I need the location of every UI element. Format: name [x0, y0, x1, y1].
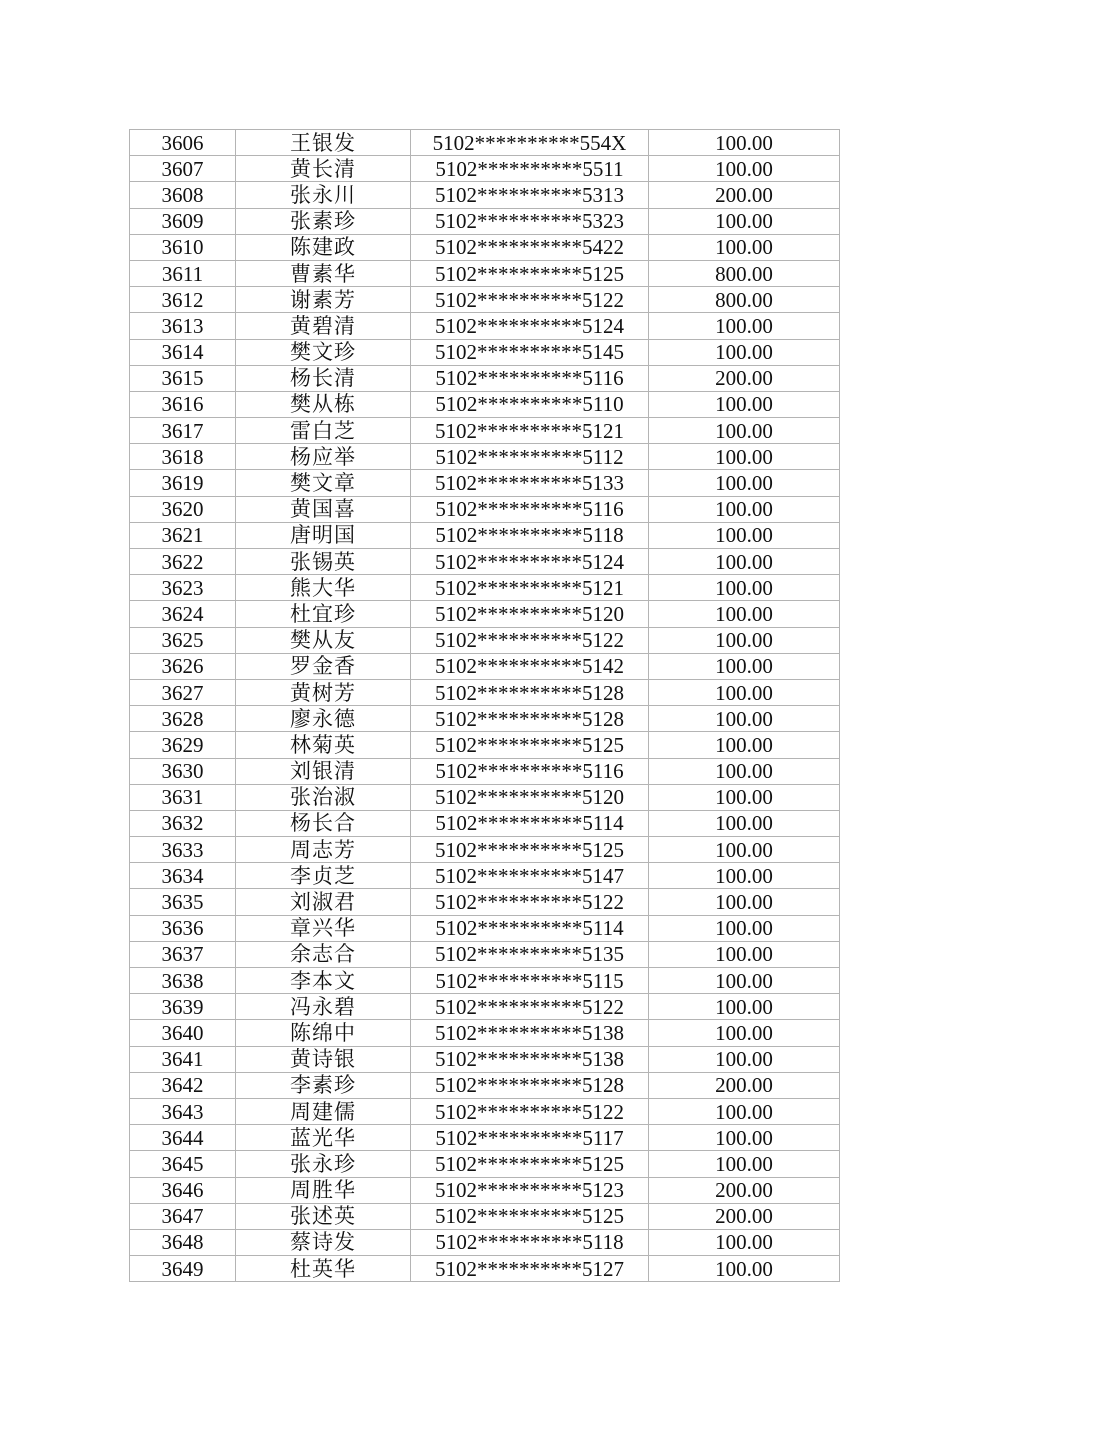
person-name-cell: 陈绵中 — [236, 1020, 411, 1046]
table-row — [130, 156, 840, 182]
id-number-cell: 5102**********5122 — [411, 994, 649, 1020]
id-number-cell: 5102**********5138 — [411, 1046, 649, 1072]
amount-cell: 100.00 — [649, 470, 840, 496]
person-name-cell: 樊从栋 — [236, 391, 411, 417]
table-row — [130, 994, 840, 1020]
table-row — [130, 679, 840, 705]
row-number-cell: 3618 — [130, 444, 236, 470]
person-name-cell: 廖永德 — [236, 706, 411, 732]
row-number-cell: 3648 — [130, 1229, 236, 1255]
table-row — [130, 784, 840, 810]
id-number-cell: 5102**********5124 — [411, 313, 649, 339]
row-number-cell: 3607 — [130, 156, 236, 182]
id-number-cell: 5102**********5313 — [411, 182, 649, 208]
amount-cell: 100.00 — [649, 156, 840, 182]
row-number-cell: 3632 — [130, 810, 236, 836]
table-row — [130, 313, 840, 339]
table-row — [130, 1072, 840, 1098]
amount-cell: 100.00 — [649, 418, 840, 444]
table-row — [130, 1046, 840, 1072]
id-number-cell: 5102**********5124 — [411, 549, 649, 575]
amount-cell: 100.00 — [649, 496, 840, 522]
amount-cell: 100.00 — [649, 601, 840, 627]
id-number-cell: 5102**********5118 — [411, 522, 649, 548]
table-row — [130, 758, 840, 784]
row-number-cell: 3620 — [130, 496, 236, 522]
row-number-cell: 3641 — [130, 1046, 236, 1072]
row-number-cell: 3613 — [130, 313, 236, 339]
table-row — [130, 391, 840, 417]
id-number-cell: 5102**********5125 — [411, 1151, 649, 1177]
amount-cell: 100.00 — [649, 522, 840, 548]
table-row — [130, 182, 840, 208]
id-number-cell: 5102**********5135 — [411, 941, 649, 967]
table-row — [130, 130, 840, 156]
row-number-cell: 3616 — [130, 391, 236, 417]
amount-cell: 100.00 — [649, 1256, 840, 1282]
id-number-cell: 5102**********5120 — [411, 601, 649, 627]
row-number-cell: 3625 — [130, 627, 236, 653]
row-number-cell: 3647 — [130, 1203, 236, 1229]
table-row — [130, 1256, 840, 1282]
table-row — [130, 1203, 840, 1229]
person-name-cell: 张述英 — [236, 1203, 411, 1229]
table-row — [130, 522, 840, 548]
row-number-cell: 3644 — [130, 1125, 236, 1151]
row-number-cell: 3638 — [130, 968, 236, 994]
id-number-cell: 5102**********5116 — [411, 758, 649, 784]
row-number-cell: 3612 — [130, 287, 236, 313]
amount-cell: 100.00 — [649, 1151, 840, 1177]
person-name-cell: 周志芳 — [236, 837, 411, 863]
id-number-cell: 5102**********5125 — [411, 837, 649, 863]
table-row — [130, 1020, 840, 1046]
table-row — [130, 496, 840, 522]
table-row — [130, 941, 840, 967]
row-number-cell: 3639 — [130, 994, 236, 1020]
row-number-cell: 3645 — [130, 1151, 236, 1177]
row-number-cell: 3629 — [130, 732, 236, 758]
id-number-cell: 5102**********5120 — [411, 784, 649, 810]
row-number-cell: 3637 — [130, 941, 236, 967]
id-number-cell: 5102**********5125 — [411, 260, 649, 286]
id-number-cell: 5102**********5122 — [411, 889, 649, 915]
row-number-cell: 3633 — [130, 837, 236, 863]
row-number-cell: 3609 — [130, 208, 236, 234]
id-number-cell: 5102**********5116 — [411, 496, 649, 522]
amount-cell: 200.00 — [649, 1177, 840, 1203]
table-row — [130, 732, 840, 758]
row-number-cell: 3627 — [130, 679, 236, 705]
person-name-cell: 杜宜珍 — [236, 601, 411, 627]
person-name-cell: 雷白芝 — [236, 418, 411, 444]
person-name-cell: 李贞芝 — [236, 863, 411, 889]
row-number-cell: 3615 — [130, 365, 236, 391]
table-row — [130, 575, 840, 601]
row-number-cell: 3614 — [130, 339, 236, 365]
amount-cell: 100.00 — [649, 784, 840, 810]
person-name-cell: 杨长清 — [236, 365, 411, 391]
person-name-cell: 王银发 — [236, 130, 411, 156]
id-number-cell: 5102**********554X — [411, 130, 649, 156]
person-name-cell: 蓝光华 — [236, 1125, 411, 1151]
person-name-cell: 黄长清 — [236, 156, 411, 182]
id-number-cell: 5102**********5323 — [411, 208, 649, 234]
amount-cell: 100.00 — [649, 915, 840, 941]
amount-cell: 100.00 — [649, 627, 840, 653]
amount-cell: 100.00 — [649, 1125, 840, 1151]
id-number-cell: 5102**********5115 — [411, 968, 649, 994]
table-row — [130, 418, 840, 444]
table-row — [130, 470, 840, 496]
row-number-cell: 3610 — [130, 234, 236, 260]
id-number-cell: 5102**********5422 — [411, 234, 649, 260]
table-row — [130, 1125, 840, 1151]
table-row — [130, 837, 840, 863]
row-number-cell: 3622 — [130, 549, 236, 575]
table-row — [130, 1177, 840, 1203]
row-number-cell: 3621 — [130, 522, 236, 548]
amount-cell: 100.00 — [649, 575, 840, 601]
person-name-cell: 罗金香 — [236, 653, 411, 679]
amount-cell: 100.00 — [649, 1098, 840, 1124]
row-number-cell: 3634 — [130, 863, 236, 889]
amount-cell: 100.00 — [649, 339, 840, 365]
row-number-cell: 3617 — [130, 418, 236, 444]
table-row — [130, 339, 840, 365]
person-name-cell: 黄碧清 — [236, 313, 411, 339]
row-number-cell: 3642 — [130, 1072, 236, 1098]
row-number-cell: 3606 — [130, 130, 236, 156]
table-row — [130, 1098, 840, 1124]
person-name-cell: 黄诗银 — [236, 1046, 411, 1072]
person-name-cell: 刘银清 — [236, 758, 411, 784]
amount-cell: 200.00 — [649, 1203, 840, 1229]
row-number-cell: 3631 — [130, 784, 236, 810]
id-number-cell: 5102**********5133 — [411, 470, 649, 496]
person-name-cell: 周建儒 — [236, 1098, 411, 1124]
table-row — [130, 1229, 840, 1255]
id-number-cell: 5102**********5147 — [411, 863, 649, 889]
table-row — [130, 1151, 840, 1177]
id-number-cell: 5102**********5128 — [411, 679, 649, 705]
table-row — [130, 627, 840, 653]
id-number-cell: 5102**********5128 — [411, 1072, 649, 1098]
person-name-cell: 唐明国 — [236, 522, 411, 548]
id-number-cell: 5102**********5125 — [411, 732, 649, 758]
amount-cell: 100.00 — [649, 968, 840, 994]
person-name-cell: 黄树芳 — [236, 679, 411, 705]
person-name-cell: 周胜华 — [236, 1177, 411, 1203]
amount-cell: 100.00 — [649, 208, 840, 234]
table-row — [130, 365, 840, 391]
row-number-cell: 3624 — [130, 601, 236, 627]
id-number-cell: 5102**********5118 — [411, 1229, 649, 1255]
table-row — [130, 653, 840, 679]
person-name-cell: 张锡英 — [236, 549, 411, 575]
person-name-cell: 杨长合 — [236, 810, 411, 836]
id-number-cell: 5102**********5511 — [411, 156, 649, 182]
row-number-cell: 3623 — [130, 575, 236, 601]
roster-table — [129, 129, 840, 1282]
amount-cell: 100.00 — [649, 130, 840, 156]
amount-cell: 100.00 — [649, 889, 840, 915]
id-number-cell: 5102**********5123 — [411, 1177, 649, 1203]
id-number-cell: 5102**********5112 — [411, 444, 649, 470]
amount-cell: 100.00 — [649, 837, 840, 863]
amount-cell: 200.00 — [649, 1072, 840, 1098]
person-name-cell: 杜英华 — [236, 1256, 411, 1282]
amount-cell: 200.00 — [649, 182, 840, 208]
table-row — [130, 601, 840, 627]
person-name-cell: 刘淑君 — [236, 889, 411, 915]
amount-cell: 200.00 — [649, 365, 840, 391]
amount-cell: 100.00 — [649, 234, 840, 260]
amount-cell: 800.00 — [649, 287, 840, 313]
id-number-cell: 5102**********5122 — [411, 627, 649, 653]
amount-cell: 100.00 — [649, 941, 840, 967]
person-name-cell: 张永川 — [236, 182, 411, 208]
id-number-cell: 5102**********5127 — [411, 1256, 649, 1282]
person-name-cell: 谢素芳 — [236, 287, 411, 313]
row-number-cell: 3628 — [130, 706, 236, 732]
person-name-cell: 熊大华 — [236, 575, 411, 601]
person-name-cell: 林菊英 — [236, 732, 411, 758]
table-row — [130, 706, 840, 732]
row-number-cell: 3611 — [130, 260, 236, 286]
row-number-cell: 3646 — [130, 1177, 236, 1203]
table-row — [130, 287, 840, 313]
person-name-cell: 樊从友 — [236, 627, 411, 653]
person-name-cell: 杨应举 — [236, 444, 411, 470]
person-name-cell: 张永珍 — [236, 1151, 411, 1177]
id-number-cell: 5102**********5121 — [411, 418, 649, 444]
row-number-cell: 3630 — [130, 758, 236, 784]
amount-cell: 100.00 — [649, 1020, 840, 1046]
table-row — [130, 208, 840, 234]
id-number-cell: 5102**********5142 — [411, 653, 649, 679]
person-name-cell: 蔡诗发 — [236, 1229, 411, 1255]
row-number-cell: 3640 — [130, 1020, 236, 1046]
amount-cell: 100.00 — [649, 810, 840, 836]
row-number-cell: 3626 — [130, 653, 236, 679]
amount-cell: 100.00 — [649, 706, 840, 732]
id-number-cell: 5102**********5117 — [411, 1125, 649, 1151]
table-row — [130, 915, 840, 941]
id-number-cell: 5102**********5122 — [411, 1098, 649, 1124]
table-row — [130, 968, 840, 994]
id-number-cell: 5102**********5125 — [411, 1203, 649, 1229]
table-row — [130, 444, 840, 470]
amount-cell: 800.00 — [649, 260, 840, 286]
amount-cell: 100.00 — [649, 1229, 840, 1255]
amount-cell: 100.00 — [649, 444, 840, 470]
person-name-cell: 曹素华 — [236, 260, 411, 286]
row-number-cell: 3636 — [130, 915, 236, 941]
id-number-cell: 5102**********5145 — [411, 339, 649, 365]
id-number-cell: 5102**********5121 — [411, 575, 649, 601]
id-number-cell: 5102**********5110 — [411, 391, 649, 417]
person-name-cell: 黄国喜 — [236, 496, 411, 522]
table-row — [130, 889, 840, 915]
amount-cell: 100.00 — [649, 679, 840, 705]
amount-cell: 100.00 — [649, 994, 840, 1020]
roster-table-body — [130, 130, 840, 1282]
amount-cell: 100.00 — [649, 549, 840, 575]
amount-cell: 100.00 — [649, 313, 840, 339]
row-number-cell: 3619 — [130, 470, 236, 496]
person-name-cell: 章兴华 — [236, 915, 411, 941]
table-row — [130, 863, 840, 889]
person-name-cell: 张治淑 — [236, 784, 411, 810]
id-number-cell: 5102**********5114 — [411, 915, 649, 941]
table-row — [130, 810, 840, 836]
person-name-cell: 余志合 — [236, 941, 411, 967]
person-name-cell: 樊文章 — [236, 470, 411, 496]
row-number-cell: 3608 — [130, 182, 236, 208]
person-name-cell: 陈建政 — [236, 234, 411, 260]
amount-cell: 100.00 — [649, 391, 840, 417]
id-number-cell: 5102**********5122 — [411, 287, 649, 313]
amount-cell: 100.00 — [649, 732, 840, 758]
person-name-cell: 张素珍 — [236, 208, 411, 234]
amount-cell: 100.00 — [649, 863, 840, 889]
id-number-cell: 5102**********5138 — [411, 1020, 649, 1046]
id-number-cell: 5102**********5114 — [411, 810, 649, 836]
person-name-cell: 李素珍 — [236, 1072, 411, 1098]
table-row — [130, 549, 840, 575]
amount-cell: 100.00 — [649, 653, 840, 679]
id-number-cell: 5102**********5116 — [411, 365, 649, 391]
amount-cell: 100.00 — [649, 758, 840, 784]
id-number-cell: 5102**********5128 — [411, 706, 649, 732]
person-name-cell: 冯永碧 — [236, 994, 411, 1020]
amount-cell: 100.00 — [649, 1046, 840, 1072]
table-row — [130, 260, 840, 286]
row-number-cell: 3643 — [130, 1098, 236, 1124]
person-name-cell: 樊文珍 — [236, 339, 411, 365]
table-row — [130, 234, 840, 260]
row-number-cell: 3635 — [130, 889, 236, 915]
row-number-cell: 3649 — [130, 1256, 236, 1282]
person-name-cell: 李本文 — [236, 968, 411, 994]
